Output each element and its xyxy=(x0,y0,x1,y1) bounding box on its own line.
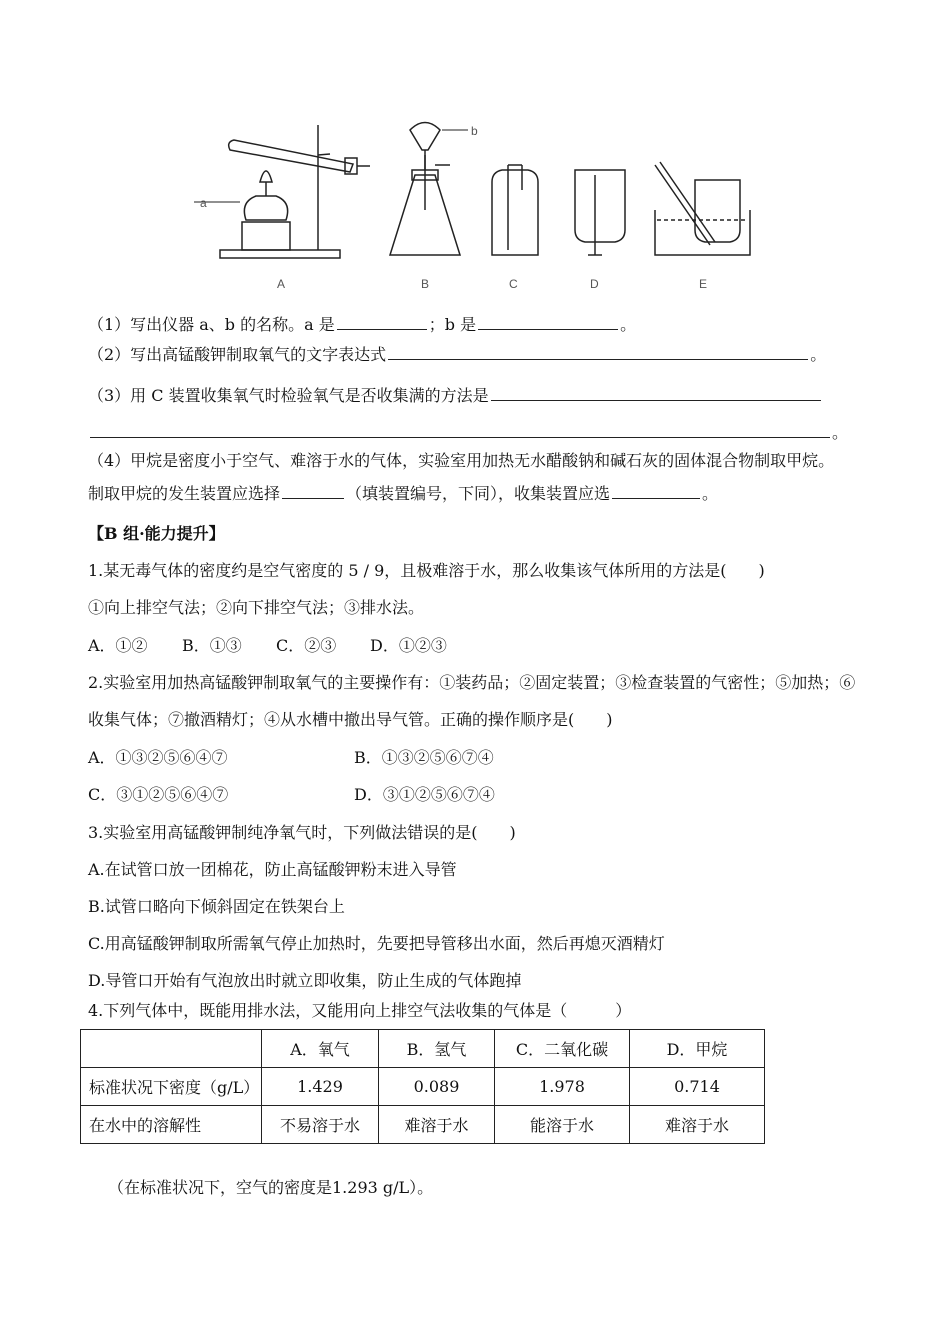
label-D: D xyxy=(590,277,599,291)
table-cell: B．氢气 xyxy=(379,1030,495,1068)
q2-stem-line2: 收集气体；⑦撤酒精灯；④从水槽中撤出导气管。正确的操作顺序是( ) xyxy=(88,710,613,729)
q1-methods: ①向上排空气法；②向下排空气法；③排水法。 xyxy=(88,598,425,617)
q2-option-b[interactable]: B．①③②⑤⑥⑦④ xyxy=(354,748,494,767)
question-part-2: （2）写出高锰酸钾制取氧气的文字表达式 。 xyxy=(88,345,827,364)
q3-option-b[interactable]: B.试管口略向下倾斜固定在铁架台上 xyxy=(88,897,345,916)
table-cell: 难溶于水 xyxy=(630,1106,765,1144)
q4-note: （在标准状况下，空气的密度是1.293 g/L）。 xyxy=(108,1178,434,1197)
apparatus-C xyxy=(492,165,538,255)
q3-option-a[interactable]: A.在试管口放一团棉花，防止高锰酸钾粉末进入导管 xyxy=(88,860,457,879)
q3-stem: 3.实验室用高锰酸钾制纯净氧气时，下列做法错误的是( ) xyxy=(88,823,516,842)
apparatus-D xyxy=(575,170,625,255)
label-a: a xyxy=(200,196,207,210)
q1-option-a[interactable]: A．①② xyxy=(88,636,148,655)
table-header-row xyxy=(81,1030,765,1068)
table-cell: 能溶于水 xyxy=(495,1106,630,1144)
label-C: C xyxy=(509,277,518,291)
answer-blank-b[interactable] xyxy=(478,313,618,330)
q1-option-d[interactable]: D．①②③ xyxy=(370,636,447,655)
q2-option-a[interactable]: A．①③②⑤⑥④⑦ xyxy=(88,748,228,767)
answer-blank-generator[interactable] xyxy=(282,482,344,499)
question-part-1: （1）写出仪器 a、b 的名称。a 是 ；b 是 。 xyxy=(88,315,637,334)
label-E: E xyxy=(699,277,708,291)
label-A: A xyxy=(277,277,286,291)
apparatus-B xyxy=(390,123,468,256)
table-cell: D．甲烷 xyxy=(630,1030,765,1068)
answer-blank-equation[interactable] xyxy=(388,343,808,360)
q1-stem: 1.某无毒气体的密度约是空气密度的 5 / 9，且极难溶于水，那么收集该气体所用的方法是( ) xyxy=(88,561,765,580)
apparatus-E xyxy=(655,162,750,255)
table-cell xyxy=(81,1030,262,1068)
table-cell: 标准状况下密度（g/L） xyxy=(81,1068,262,1106)
q4-stem: 4.下列气体中，既能用排水法，又能用向上排空气法收集的气体是（ ） xyxy=(88,1001,632,1020)
answer-blank-check-cont[interactable] xyxy=(90,421,830,438)
section-title: 【B 组·能力提升】 xyxy=(88,524,225,543)
question-part-3-line2: 。 xyxy=(88,420,848,443)
q2-stem-line1: 2.实验室用加热高锰酸钾制取氧气的主要操作有：①装药品；②固定装置；③检查装置的气密性；⑤加热；⑥ xyxy=(88,673,856,692)
table-cell: A．氧气 xyxy=(262,1030,379,1068)
table-cell: 不易溶于水 xyxy=(262,1106,379,1144)
answer-blank-check[interactable] xyxy=(491,384,821,401)
table-row xyxy=(81,1106,765,1144)
table-cell: 在水中的溶解性 xyxy=(81,1106,262,1144)
q1-option-c[interactable]: C．②③ xyxy=(276,636,337,655)
answer-blank-collector[interactable] xyxy=(612,482,700,499)
q2-option-c[interactable]: C．③①②⑤⑥④⑦ xyxy=(88,785,229,804)
q3-option-c[interactable]: C.用高锰酸钾制取所需氧气停止加热时，先要把导管移出水面，然后再熄灭酒精灯 xyxy=(88,934,665,953)
table-row xyxy=(81,1068,765,1106)
q3-option-d[interactable]: D.导管口开始有气泡放出时就立即收集，防止生成的气体跑掉 xyxy=(88,971,522,990)
question-part-4-line1: （4）甲烷是密度小于空气、难溶于水的气体，实验室用加热无水醋酸钠和碱石灰的固体混合物制取甲烷。 xyxy=(88,451,835,470)
apparatus-A xyxy=(194,125,370,258)
q1-option-b[interactable]: B．①③ xyxy=(182,636,242,655)
table-cell: 1.978 xyxy=(495,1068,630,1106)
table-cell: 难溶于水 xyxy=(379,1106,495,1144)
q2-option-d[interactable]: D．③①②⑤⑥⑦④ xyxy=(354,785,495,804)
table-cell: 0.089 xyxy=(379,1068,495,1106)
question-part-3: （3）用 C 装置收集氧气时检验氧气是否收集满的方法是 xyxy=(88,383,823,406)
table-cell: 0.714 xyxy=(630,1068,765,1106)
gas-properties-table xyxy=(80,1029,765,1144)
label-B: B xyxy=(421,277,430,291)
label-b: b xyxy=(471,124,478,138)
table-cell: C．二氧化碳 xyxy=(495,1030,630,1068)
answer-blank-a[interactable] xyxy=(337,313,427,330)
table-cell: 1.429 xyxy=(262,1068,379,1106)
question-part-4-line2: 制取甲烷的发生装置应选择 （填装置编号，下同），收集装置应选 。 xyxy=(88,484,719,503)
